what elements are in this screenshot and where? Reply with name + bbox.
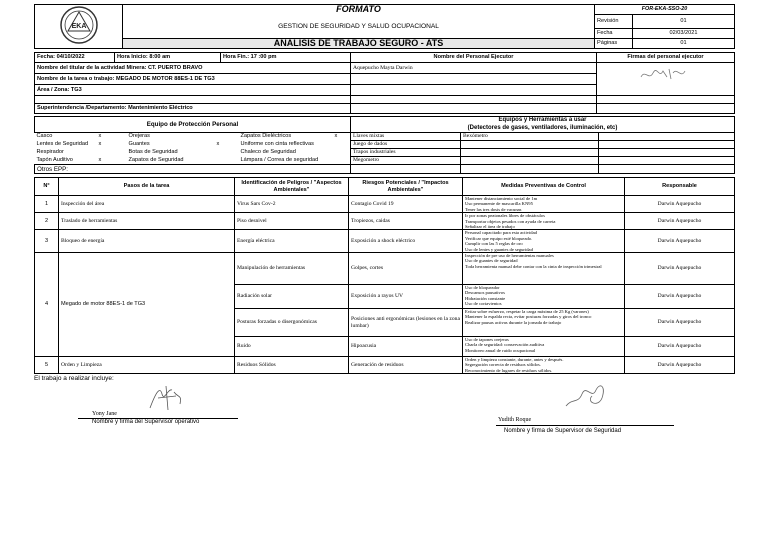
firmas-header: Firmas del personal ejecutor [597, 53, 735, 63]
epp-check [215, 157, 239, 165]
tarea-field: Nombre de la tarea o trabajo: MEGADO DE MOTOR 88ES-1 DE TG3 [35, 74, 351, 85]
measure-line: Hidratación constante [465, 295, 506, 301]
firma-ejecutor-cell [597, 63, 735, 96]
equipo-item [599, 149, 735, 157]
col-riesgos-header: Riesgos Potenciales / "Impactos Ambientales" [349, 178, 463, 196]
task-measures [463, 337, 625, 357]
supervisor-caption: Nombre y firma del Supervisor operativo [92, 419, 200, 426]
task-measures [463, 196, 625, 213]
epp-check: x [333, 133, 351, 141]
task-hazard: Manipulación de herramientas [235, 253, 349, 285]
task-responsible: Darwin Aquepucho [625, 213, 735, 230]
epp-item: Lámpara / Correa de seguridad [240, 156, 319, 163]
measure-line: Mantener distanciamiento social de 1m [465, 196, 538, 201]
task-responsible: Darwin Aquepucho [625, 196, 735, 213]
equipos-subtitle: (Detectores de gases, ventiladores, iluminación, etc) [467, 124, 618, 131]
epp-check [215, 133, 239, 141]
col-medidas-header: Medidas Preventivas de Control [463, 178, 625, 196]
task-responsible: Darwin Aquepucho [625, 357, 735, 374]
equipo-item: Trapos industriales [351, 149, 461, 157]
task-responsible: Darwin Aquepucho [625, 309, 735, 337]
epp-check: x [216, 141, 220, 147]
task-responsible: Darwin Aquepucho [625, 253, 735, 285]
measure-line: Ir por zonas peatonales libres de obstáculos [465, 213, 545, 219]
task-risk: Posiciones anti ergonómicas (lesiones en la zona lumbar) [349, 309, 463, 337]
task-hazard: Radiación solar [235, 285, 349, 309]
measure-line: Segregación correcta de residuos sólidos. [465, 362, 541, 368]
epp-check: x [98, 156, 102, 163]
footer [34, 374, 734, 454]
superintendencia-field: Superintendencia /Departamento: Mantenimiento Eléctrico [35, 104, 351, 114]
measure-line: Charla de seguridad: conservación auditiva [465, 342, 545, 348]
task-risk: Contagio Covid 19 [349, 196, 463, 213]
company-logo-cell [35, 5, 123, 49]
personal-slot [351, 74, 597, 85]
epp-item: Chaleco de Seguridad [240, 149, 296, 155]
epp-item: Tapón Auditivo [36, 156, 73, 163]
equipo-item [461, 149, 599, 157]
task-step: Bloqueo de energía [59, 230, 235, 253]
revision-label: Revisión [595, 15, 633, 29]
supervisor-signature-icon [146, 384, 186, 412]
task-hazard: Piso desnivel [235, 213, 349, 230]
info-table [34, 52, 735, 114]
personal-slot [351, 85, 597, 96]
table-row [35, 213, 735, 230]
fecha-field: Fecha: 04/10/2022 [35, 53, 115, 63]
task-table [34, 177, 735, 374]
pages-label: Páginas [595, 39, 633, 49]
epp-check [333, 141, 351, 149]
management-title: GESTION DE SEGURIDAD Y SALUD OCUPACIONAL [123, 15, 595, 39]
task-responsible: Darwin Aquepucho [625, 230, 735, 253]
table-row [35, 230, 735, 253]
hora-fin-field: Hora Fin.: 17 :00 pm [221, 53, 351, 63]
measure-line: Uso de lentes y guantes de seguridad [465, 246, 533, 252]
task-num: 3 [35, 230, 59, 253]
measure-line: Uso de bloqueador [465, 285, 500, 291]
equipo-item [461, 157, 599, 165]
epp-item: Zapatos de Seguridad [128, 156, 184, 163]
measure-line: Reconocimiento de lugares de residuos sólidos. [465, 367, 553, 373]
measure-line: Uso de tapones orejeras [465, 337, 509, 343]
epp-item: Zapatos Dieléctricos [240, 133, 292, 140]
equipo-item [599, 133, 735, 141]
col-pasos-header: Pasos de la tarea [59, 178, 235, 196]
epp-item: Respirador [36, 149, 64, 155]
ats-sheet [34, 4, 734, 454]
epp-item: Botas de Seguridad [128, 149, 178, 155]
task-num: 5 [35, 357, 59, 374]
task-risk: Exposición a shock eléctrico [349, 230, 463, 253]
measure-line: Descansos pausativos [465, 290, 505, 296]
task-rows [35, 196, 735, 374]
equipo-item: Juego de dados [351, 141, 461, 149]
table-row [35, 196, 735, 213]
epp-equipos-table [34, 116, 735, 174]
ejecutor-signature-icon [639, 65, 689, 83]
task-num: 1 [35, 196, 59, 213]
epp-item: Casco [36, 133, 53, 140]
equipos-title [351, 117, 735, 133]
task-responsible: Darwin Aquepucho [625, 285, 735, 309]
measure-line: Inspección de pre uso de herramientas manuales [465, 253, 554, 259]
task-measures [463, 357, 625, 374]
measure-line: Transportar objetos pesados con ayuda de carreta [465, 218, 556, 224]
ats-title: ANALISIS DE TRABAJO SEGURO - ATS [123, 39, 595, 49]
area-field: Área / Zona: TG3 [35, 85, 351, 96]
task-risk: Tropiezos, caidas [349, 213, 463, 230]
pages-value: 01 [633, 39, 735, 49]
epp-check [97, 149, 127, 157]
revision-value: 01 [633, 15, 735, 29]
task-hazard: Energía eléctrica [235, 230, 349, 253]
seguridad-signature-line [496, 425, 674, 426]
doc-code: FOR-EKA-SSO-20 [595, 5, 735, 15]
measure-line: Realizar pausas activas durante la jornada de trabajo [465, 319, 562, 325]
measure-line: Verificar que equipo esté bloqueado. [465, 235, 533, 241]
epp-item: Uniforme con cinta reflectivas [240, 141, 314, 147]
epp-title: Equipo de Protección Personal [35, 117, 351, 133]
equipo-item [599, 157, 735, 165]
task-step: Megado de motor 88ES-1 de TG3 [59, 253, 235, 357]
measure-line: Uso permanente de mascarilla KN95 [465, 201, 533, 207]
supervisor-name: Yony Jane [92, 411, 117, 418]
seguridad-caption: Nombre y firma de Supervisor de Seguridad [504, 428, 622, 435]
task-risk: Exposición a rayos UV [349, 285, 463, 309]
epp-item: Lentes de Seguridad [36, 141, 89, 147]
formato-title: FORMATO [123, 5, 595, 15]
measure-line: Cumplir con las 5 reglas de oro [465, 241, 523, 247]
task-step: Orden y Limpieza [59, 357, 235, 374]
epp-check [215, 149, 239, 157]
measure-line: Monitoreo anual de ruido ocupacional [465, 347, 536, 353]
task-step: Traslado de herramientas [59, 213, 235, 230]
task-measures [463, 253, 625, 285]
measure-line: Tener las tres dosis de vacunas [465, 206, 522, 212]
col-peligros-header: Identificación de Peligros / "Aspectos Ambientales" [235, 178, 349, 196]
task-measures [463, 285, 625, 309]
seguridad-name: Yudith Roque [498, 417, 532, 424]
task-num: 4 [35, 253, 59, 357]
epp-check: x [98, 141, 102, 147]
task-measures [463, 309, 625, 337]
task-hazard: Virus Sars Cov-2 [235, 196, 349, 213]
task-hazard: Posturas forzadas o disergonómicas [235, 309, 349, 337]
table-row [35, 253, 735, 285]
col-num-header: N° [35, 178, 59, 196]
epp-check [333, 157, 351, 165]
col-responsable-header: Responsable [625, 178, 735, 196]
hora-inicio-field: Hora Inicio: 8:00 am [115, 53, 221, 63]
measure-line: Mantener la espalda recta, evitar posturas forzadas y giros del tronco [465, 314, 592, 320]
seguridad-signature-icon [562, 380, 610, 412]
header-table [34, 4, 735, 49]
task-step: Inspección del área [59, 196, 235, 213]
task-measures [463, 230, 625, 253]
equipos-title-text: Equipos y Herramientas a usar [498, 117, 587, 124]
equipo-item: Llaves mixtas [351, 133, 461, 141]
equipo-item: Megometro [351, 157, 461, 165]
task-risk: Golpes, cortes [349, 253, 463, 285]
task-num: 2 [35, 213, 59, 230]
epp-check [333, 149, 351, 157]
measure-line: Uso de cortavientos [465, 301, 502, 307]
task-risk: Hipoacusia [349, 337, 463, 357]
personal-slot [351, 96, 597, 104]
task-hazard: Residuos Sólidos [235, 357, 349, 374]
task-hazard: Ruido [235, 337, 349, 357]
measure-line: Orden y limpieza constante, durante, antes y después. [465, 357, 564, 363]
epp-item: Guantes [128, 141, 150, 147]
date-value: 02/03/2021 [633, 29, 735, 39]
measure-line: Uso de guantes de seguridad [465, 258, 518, 264]
equipo-item [461, 141, 599, 149]
otros-epp: Otros EPP: [35, 165, 351, 174]
table-row [35, 357, 735, 374]
measure-line: Señalizar el área de trabajo [465, 224, 515, 230]
personal-header: Nombre del Personal Ejecutor [351, 53, 597, 63]
measure-line: Evitar sobre esfuerzo, respetar la carga máxima de 25 Kg (varones) [465, 309, 589, 315]
trabajo-incluye: El trabajo a realizar incluye: [34, 375, 114, 383]
task-risk: Generación de residuos [349, 357, 463, 374]
measure-line: Personal capacitado para esta actividad [465, 230, 537, 236]
epp-item: Orejeras [128, 133, 150, 140]
personal-slot [351, 104, 597, 114]
svg-text:EKA: EKA [71, 23, 86, 30]
task-responsible: Darwin Aquepucho [625, 337, 735, 357]
epp-check: x [98, 133, 102, 140]
task-measures [463, 213, 625, 230]
measure-line: Toda herramienta manual debe contar con la cinta de inspección trimestral [465, 263, 602, 269]
personal-name: Aquepucho Mayta Darwin [351, 63, 597, 74]
date-label: Fecha [595, 29, 633, 39]
company-logo-icon [59, 5, 99, 45]
equipo-item: Bexómetro [461, 133, 599, 141]
equipo-item [599, 141, 735, 149]
titular-field: Nombre del titular de la actividad Minera: CT. PUERTO BRAVO [35, 63, 351, 74]
